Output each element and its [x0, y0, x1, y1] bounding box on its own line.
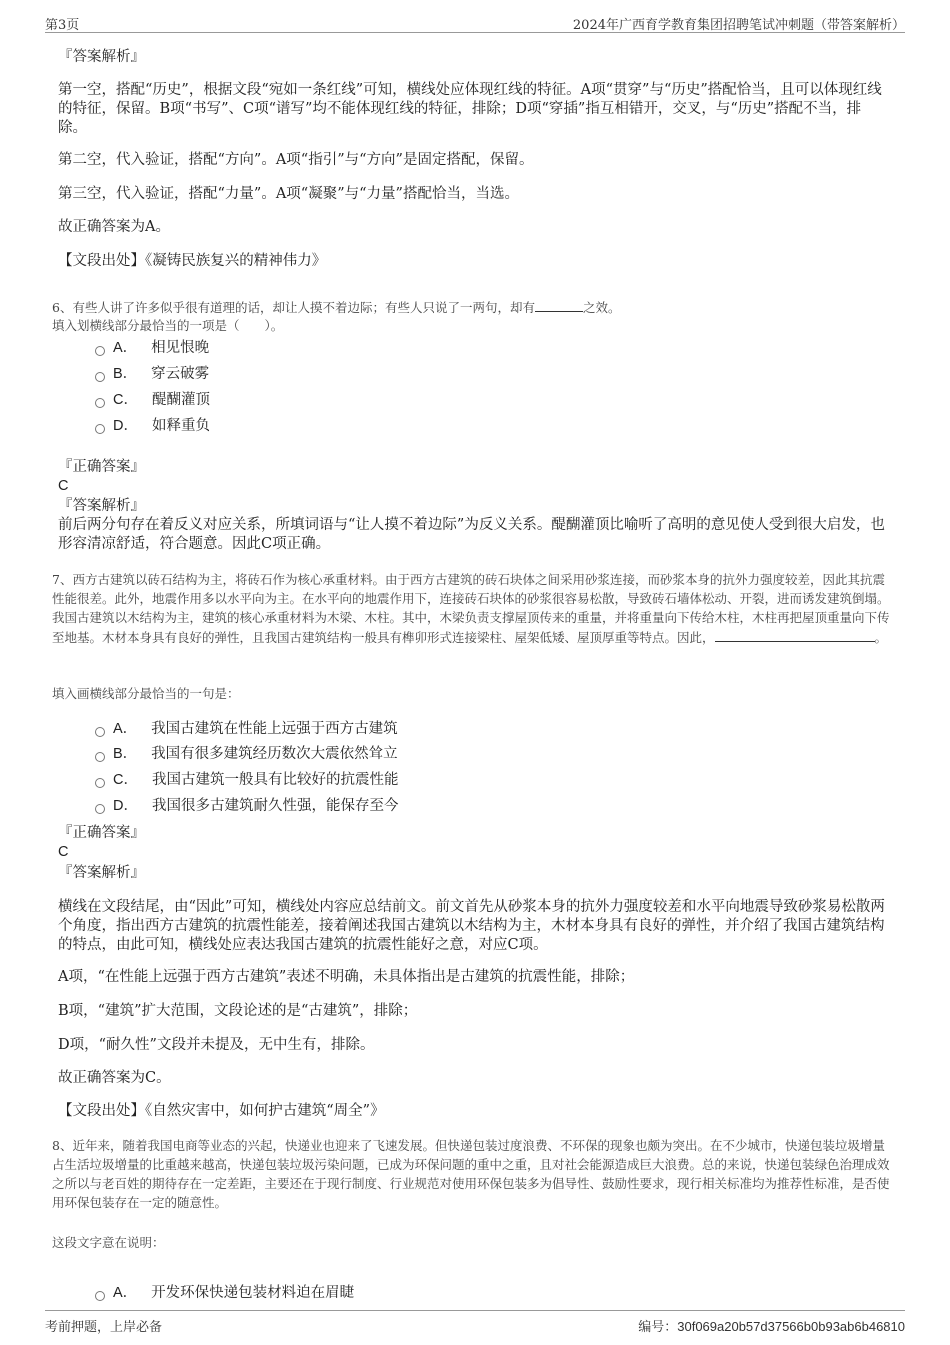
radio-icon[interactable] [95, 727, 105, 737]
footer-code-label: 编号： [638, 1320, 678, 1335]
radio-icon[interactable] [95, 372, 105, 382]
radio-icon[interactable] [95, 752, 105, 762]
q5-analysis-p1: 第一空，搭配“历史”，根据文段“宛如一条红线”可知，横线处应体现红线的特征。A项“贯穿”与“历史”搭配恰当，且可以体现红线的特征，保留。B项“书写”、C项“谱写”均不能体现红线的特征，排除；D项“穿插”指互相错开，交叉，与“历史”搭配不当，排除。 [58, 82, 882, 136]
q8-stem: 8、近年来，随着我国电商等业态的兴起，快递业也迎来了飞速发展。但快递包装过度浪费、不环保的现象也颇为突出。在不少城市，快递包装垃圾增量占生活垃圾增量的比重越来越高，快递包装垃圾污染问题，已成为环保问题的重中之重，且对社会能源造成巨大浪费。总的来说，快递包装绿色治理成效之所以与老百姓的期待存在一定差距，主要还在于现行制度、行业规范对使用环保包装多为倡导性、鼓励性要求，现行相关标准均为推荐性标准，是否使用环保包装存在一定的随意性。 [52, 1138, 890, 1210]
page-header [45, 10, 905, 33]
q7-option-c[interactable]: C． 我国古建筑一般具有比较好的抗震性能 [95, 770, 398, 790]
q7-analysis-p1: 横线在文段结尾，由“因此”可知，横线处内容应总结前文。前文首先从砂浆本身的抗外力强度较差和水平向地震导致砂浆易松散两个角度，指出西方古建筑的抗震性能差，接着阐述我国古建筑以木结构为主，木材本身具有良好的弹性，并介绍了我国古建筑结构的特点，由此可知，横线处应表达我国古建筑的抗震性能好之意，对应C项。 [58, 899, 885, 953]
q7-option-b[interactable]: B． 我国有很多建筑经历数次大震依然耸立 [95, 744, 398, 764]
page-number: 第3页 [45, 18, 80, 33]
document-title: 2024年广西育学教育集团招聘笔试冲刺题（带答案解析） [572, 18, 905, 33]
q7-prompt: 填入画横线部分最恰当的一句是： [52, 686, 240, 701]
q5-analysis-p4: 故正确答案为A。 [58, 219, 170, 235]
radio-icon[interactable] [95, 1291, 105, 1301]
q6-answer: C [58, 478, 69, 494]
q6-stem-b: 之效。 [582, 300, 621, 315]
q5-analysis-p3: 第三空，代入验证，搭配“力量”。A项“凝聚”与“力量”搭配恰当，当选。 [58, 186, 519, 202]
q7-analysis-heading: 『答案解析』 [58, 865, 145, 881]
q7-option-d[interactable]: D． 我国很多古建筑耐久性强，能保存至今 [95, 796, 398, 816]
q7-stem-a: 7、西方古建筑以砖石结构为主，将砖石作为核心承重材料。由于西方古建筑的砖石块体之间采用砂浆连接，而砂浆本身的抗外力强度较差，因此其抗震性能很差。此外，地震作用多以水平向为主。在水平向的地震作用下，连接砖石块体的砂浆很容易松散，导致砖石墙体松动、开裂，进而诱发建筑倒塌。我国古建筑以木结构为主，建筑的核心承重材料为木梁、木柱。其中，木梁负责支撑屋顶传来的重量，并将重量向下传给木柱，木柱再把屋顶重量向下传至地基。木材本身具有良好的弹性，且我国古建筑结构一般具有榫卯形式连接梁柱、屋架低矮、屋顶厚重等特点。因此， [52, 572, 890, 645]
radio-icon[interactable] [95, 778, 105, 788]
q7-analysis-p2: A项，“在性能上远强于西方古建筑”表述不明确，未具体指出是古建筑的抗震性能，排除； [58, 969, 635, 985]
radio-icon[interactable] [95, 398, 105, 408]
q6-option-b[interactable]: B． 穿云破雾 [95, 364, 209, 384]
q7-stem-b: 。 [874, 630, 888, 645]
q8-prompt: 这段文字意在说明： [52, 1235, 165, 1250]
radio-icon[interactable] [95, 424, 105, 434]
q6-blank [535, 297, 583, 312]
q6-stem [52, 297, 894, 317]
q7-answer: C [58, 844, 69, 860]
q8-option-a[interactable]: A． 开发环保快递包装材料迫在眉睫 [95, 1283, 354, 1303]
q7-analysis-p5: 故正确答案为C。 [58, 1070, 171, 1086]
q6-option-a[interactable]: A． 相见恨晚 [95, 338, 209, 358]
q7-stem [52, 570, 894, 647]
q5-analysis-heading: 『答案解析』 [58, 49, 145, 65]
footer-slogan: 考前押题，上岸必备 [45, 1320, 163, 1335]
q6-option-d[interactable]: D． 如释重负 [95, 416, 210, 436]
q6-stem-a: 6、有些人讲了许多似乎很有道理的话，却让人摸不着边际；有些人只说了一两句，却有 [52, 300, 535, 315]
radio-icon[interactable] [95, 346, 105, 356]
q5-source: 【文段出处】《凝铸民族复兴的精神伟力》 [58, 253, 327, 269]
footer-code-value: 30f069a20b57d37566b0b93ab6b46810 [677, 1319, 905, 1334]
page-footer [45, 1310, 905, 1335]
q7-answer-heading: 『正确答案』 [58, 825, 145, 841]
q7-source: 【文段出处】《自然灾害中，如何护古建筑“周全”》 [58, 1103, 385, 1119]
radio-icon[interactable] [95, 804, 105, 814]
q6-analysis-heading: 『答案解析』 [58, 498, 145, 514]
q7-analysis-p4: D项，“耐久性”文段并未提及，无中生有，排除。 [58, 1037, 375, 1053]
q6-prompt: 填入划横线部分最恰当的一项是（ ）。 [52, 318, 284, 333]
q7-analysis-p3: B项，“建筑”扩大范围，文段论述的是“古建筑”，排除； [58, 1003, 418, 1019]
footer-code [638, 1316, 905, 1335]
q7-blank [715, 627, 875, 642]
q6-answer-heading: 『正确答案』 [58, 459, 145, 475]
q7-option-a[interactable]: A． 我国古建筑在性能上远强于西方古建筑 [95, 719, 398, 739]
q6-analysis: 前后两分句存在着反义对应关系，所填词语与“让人摸不着边际”为反义关系。醍醐灌顶比喻听了高明的意见使人受到很大启发，也形容清凉舒适，符合题意。因此C项正确。 [58, 517, 885, 552]
q5-analysis-p2: 第二空，代入验证，搭配“方向”。A项“指引”与“方向”是固定搭配，保留。 [58, 152, 534, 168]
q6-option-c[interactable]: C． 醍醐灌顶 [95, 390, 210, 410]
